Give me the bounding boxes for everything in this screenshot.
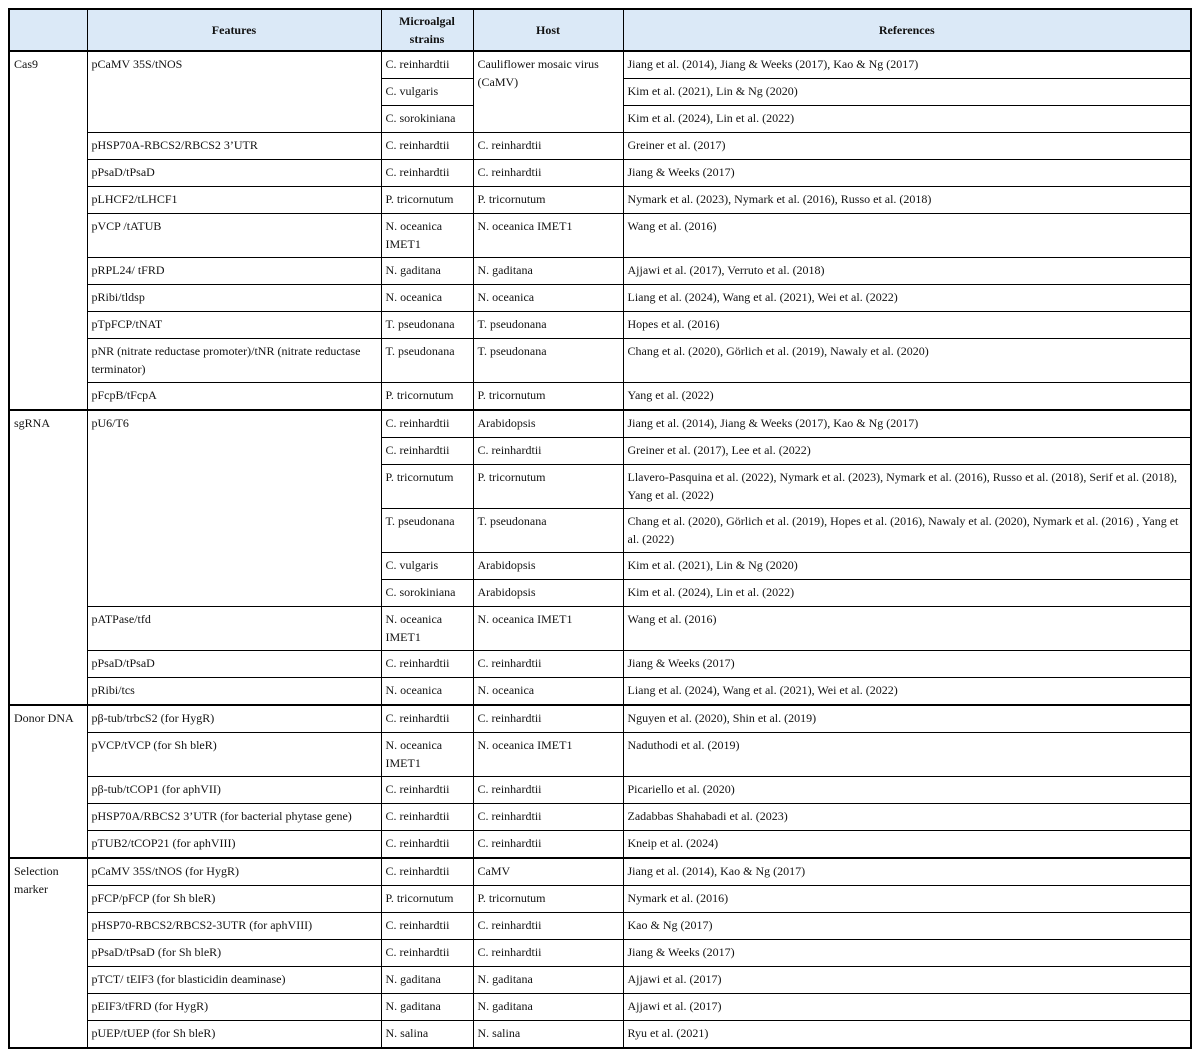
reference-cell: Chang et al. (2020), Görlich et al. (2019), Nawaly et al. (2020) (623, 339, 1191, 383)
strain-cell: N. salina (381, 1021, 473, 1049)
feature-cell: pNR (nitrate reductase promoter)/tNR (nitrate reductase terminator) (87, 339, 381, 383)
host-cell: T. pseudonana (473, 312, 623, 339)
feature-cell: pRibi/tcs (87, 678, 381, 706)
host-cell: C. reinhardtii (473, 777, 623, 804)
table-row (9, 651, 1191, 678)
reference-cell: Nguyen et al. (2020), Shin et al. (2019) (623, 705, 1191, 733)
host-cell: Arabidopsis (473, 410, 623, 438)
reference-cell: Kneip et al. (2024) (623, 831, 1191, 859)
table-row (9, 339, 1191, 383)
reference-cell: Ryu et al. (2021) (623, 1021, 1191, 1049)
host-cell: C. reinhardtii (473, 133, 623, 160)
host-cell: C. reinhardtii (473, 438, 623, 465)
strain-cell: P. tricornutum (381, 383, 473, 411)
table-row (9, 777, 1191, 804)
feature-cell: pVCP /tATUB (87, 214, 381, 258)
reference-cell: Ajjawi et al. (2017) (623, 994, 1191, 1021)
host-cell: CaMV (473, 858, 623, 886)
feature-cell: pRPL24/ tFRD (87, 258, 381, 285)
table-row (9, 285, 1191, 312)
strain-cell: N. oceanica (381, 285, 473, 312)
table-row (9, 804, 1191, 831)
strain-cell: N. gaditana (381, 994, 473, 1021)
reference-cell: Jiang & Weeks (2017) (623, 651, 1191, 678)
table-row (9, 913, 1191, 940)
table-row (9, 187, 1191, 214)
feature-cell: pCaMV 35S/tNOS (87, 51, 381, 133)
feature-cell: pTpFCP/tNAT (87, 312, 381, 339)
host-cell: P. tricornutum (473, 886, 623, 913)
reference-cell: Zadabbas Shahabadi et al. (2023) (623, 804, 1191, 831)
feature-cell: pTCT/ tEIF3 (for blasticidin deaminase) (87, 967, 381, 994)
feature-cell: pHSP70-RBCS2/RBCS2-3UTR (for aphVIII) (87, 913, 381, 940)
reference-cell: Jiang et al. (2014), Jiang & Weeks (2017), Kao & Ng (2017) (623, 51, 1191, 79)
table-row (9, 258, 1191, 285)
reference-cell: Kao & Ng (2017) (623, 913, 1191, 940)
strain-cell: N. gaditana (381, 967, 473, 994)
feature-cell: pCaMV 35S/tNOS (for HygR) (87, 858, 381, 886)
header-microalgal-strains: Microalgal strains (381, 9, 473, 51)
reference-cell: Liang et al. (2024), Wang et al. (2021), Wei et al. (2022) (623, 285, 1191, 312)
reference-cell: Ajjawi et al. (2017) (623, 967, 1191, 994)
feature-cell: pRibi/tldsp (87, 285, 381, 312)
group-label: Selection marker (9, 858, 87, 1048)
feature-cell: pTUB2/tCOP21 (for aphVIII) (87, 831, 381, 859)
table-row (9, 967, 1191, 994)
host-cell: Arabidopsis (473, 580, 623, 607)
reference-cell: Yang et al. (2022) (623, 383, 1191, 411)
feature-cell: pβ-tub/trbcS2 (for HygR) (87, 705, 381, 733)
reference-cell: Kim et al. (2024), Lin et al. (2022) (623, 580, 1191, 607)
reference-cell: Llavero-Pasquina et al. (2022), Nymark et al. (2023), Nymark et al. (2016), Russo et al. (2018), Serif et al. (2018), Yang et al. (2022) (623, 465, 1191, 509)
table-row (9, 733, 1191, 777)
host-cell: C. reinhardtii (473, 804, 623, 831)
table-row (9, 160, 1191, 187)
table-row (9, 410, 1191, 438)
strain-cell: C. reinhardtii (381, 804, 473, 831)
strain-cell: C. reinhardtii (381, 51, 473, 79)
header-references: References (623, 9, 1191, 51)
host-cell: C. reinhardtii (473, 913, 623, 940)
host-cell: N. gaditana (473, 967, 623, 994)
strain-cell: N. oceanica (381, 678, 473, 706)
reference-cell: Kim et al. (2024), Lin et al. (2022) (623, 106, 1191, 133)
reference-cell: Jiang et al. (2014), Jiang & Weeks (2017), Kao & Ng (2017) (623, 410, 1191, 438)
host-cell: T. pseudonana (473, 509, 623, 553)
host-cell: N. oceanica IMET1 (473, 214, 623, 258)
host-cell: C. reinhardtii (473, 160, 623, 187)
strain-cell: C. reinhardtii (381, 651, 473, 678)
host-cell: N. salina (473, 1021, 623, 1049)
strain-cell: N. gaditana (381, 258, 473, 285)
host-cell: N. oceanica (473, 285, 623, 312)
strain-cell: C. sorokiniana (381, 580, 473, 607)
reference-cell: Hopes et al. (2016) (623, 312, 1191, 339)
table-row (9, 940, 1191, 967)
strain-cell: C. reinhardtii (381, 410, 473, 438)
host-cell: N. gaditana (473, 994, 623, 1021)
strain-cell: P. tricornutum (381, 187, 473, 214)
host-cell: P. tricornutum (473, 465, 623, 509)
host-cell: Cauliflower mosaic virus (CaMV) (473, 51, 623, 133)
reference-cell: Kim et al. (2021), Lin & Ng (2020) (623, 553, 1191, 580)
strain-cell: C. reinhardtii (381, 133, 473, 160)
feature-cell: pLHCF2/tLHCF1 (87, 187, 381, 214)
strain-cell: N. oceanica IMET1 (381, 214, 473, 258)
host-cell: P. tricornutum (473, 383, 623, 411)
reference-cell: Wang et al. (2016) (623, 214, 1191, 258)
host-cell: N. oceanica (473, 678, 623, 706)
reference-cell: Jiang & Weeks (2017) (623, 940, 1191, 967)
strain-cell: C. reinhardtii (381, 705, 473, 733)
host-cell: N. oceanica IMET1 (473, 733, 623, 777)
reference-cell: Kim et al. (2021), Lin & Ng (2020) (623, 79, 1191, 106)
feature-cell: pUEP/tUEP (for Sh bleR) (87, 1021, 381, 1049)
feature-cell: pATPase/tfd (87, 607, 381, 651)
host-cell: C. reinhardtii (473, 831, 623, 859)
reference-cell: Liang et al. (2024), Wang et al. (2021), Wei et al. (2022) (623, 678, 1191, 706)
host-cell: T. pseudonana (473, 339, 623, 383)
host-cell: C. reinhardtii (473, 705, 623, 733)
strain-cell: C. reinhardtii (381, 858, 473, 886)
feature-cell: pU6/T6 (87, 410, 381, 607)
strain-cell: P. tricornutum (381, 886, 473, 913)
feature-cell: pFcpB/tFcpA (87, 383, 381, 411)
feature-cell: pPsaD/tPsaD (87, 651, 381, 678)
host-cell: C. reinhardtii (473, 651, 623, 678)
table-row (9, 214, 1191, 258)
table-row (9, 133, 1191, 160)
reference-cell: Nymark et al. (2023), Nymark et al. (2016), Russo et al. (2018) (623, 187, 1191, 214)
strain-cell: C. reinhardtii (381, 777, 473, 804)
feature-cell: pFCP/pFCP (for Sh bleR) (87, 886, 381, 913)
reference-cell: Naduthodi et al. (2019) (623, 733, 1191, 777)
feature-cell: pHSP70A/RBCS2 3’UTR (for bacterial phytase gene) (87, 804, 381, 831)
reference-cell: Picariello et al. (2020) (623, 777, 1191, 804)
header-host: Host (473, 9, 623, 51)
table-body (9, 51, 1191, 1048)
reference-cell: Jiang et al. (2014), Kao & Ng (2017) (623, 858, 1191, 886)
table-row (9, 1021, 1191, 1049)
strain-cell: C. reinhardtii (381, 160, 473, 187)
table-row (9, 312, 1191, 339)
reference-cell: Nymark et al. (2016) (623, 886, 1191, 913)
reference-cell: Jiang & Weeks (2017) (623, 160, 1191, 187)
strain-cell: T. pseudonana (381, 312, 473, 339)
host-cell: C. reinhardtii (473, 940, 623, 967)
strain-cell: C. vulgaris (381, 79, 473, 106)
feature-cell: pVCP/tVCP (for Sh bleR) (87, 733, 381, 777)
strain-cell: C. reinhardtii (381, 438, 473, 465)
strain-cell: N. oceanica IMET1 (381, 733, 473, 777)
feature-cell: pPsaD/tPsaD (87, 160, 381, 187)
table-row (9, 607, 1191, 651)
strain-cell: N. oceanica IMET1 (381, 607, 473, 651)
feature-cell: pβ-tub/tCOP1 (for aphVII) (87, 777, 381, 804)
table-row (9, 705, 1191, 733)
feature-cell: pEIF3/tFRD (for HygR) (87, 994, 381, 1021)
reference-cell: Wang et al. (2016) (623, 607, 1191, 651)
strain-cell: C. sorokiniana (381, 106, 473, 133)
header-features: Features (87, 9, 381, 51)
strain-cell: C. reinhardtii (381, 831, 473, 859)
table-header-row (9, 9, 1191, 51)
feature-cell: pHSP70A-RBCS2/RBCS2 3’UTR (87, 133, 381, 160)
reference-cell: Chang et al. (2020), Görlich et al. (2019), Hopes et al. (2016), Nawaly et al. (2020), Nymark et al. (2016) , Yang et al. (2022) (623, 509, 1191, 553)
table-row (9, 886, 1191, 913)
reference-cell: Greiner et al. (2017), Lee et al. (2022) (623, 438, 1191, 465)
group-label: sgRNA (9, 410, 87, 705)
header-group (9, 9, 87, 51)
table-row (9, 383, 1191, 411)
host-cell: P. tricornutum (473, 187, 623, 214)
strain-cell: C. reinhardtii (381, 940, 473, 967)
strain-cell: T. pseudonana (381, 509, 473, 553)
reference-cell: Greiner et al. (2017) (623, 133, 1191, 160)
strain-cell: C. vulgaris (381, 553, 473, 580)
table-row (9, 994, 1191, 1021)
reference-cell: Ajjawi et al. (2017), Verruto et al. (2018) (623, 258, 1191, 285)
host-cell: N. oceanica IMET1 (473, 607, 623, 651)
host-cell: Arabidopsis (473, 553, 623, 580)
feature-cell: pPsaD/tPsaD (for Sh bleR) (87, 940, 381, 967)
strain-cell: C. reinhardtii (381, 913, 473, 940)
table-row (9, 678, 1191, 706)
strain-cell: T. pseudonana (381, 339, 473, 383)
table-row (9, 831, 1191, 859)
host-cell: N. gaditana (473, 258, 623, 285)
group-label: Cas9 (9, 51, 87, 410)
strain-cell: P. tricornutum (381, 465, 473, 509)
group-label: Donor DNA (9, 705, 87, 858)
table-row (9, 858, 1191, 886)
crispr-components-table (8, 8, 1192, 1049)
table-row (9, 51, 1191, 79)
